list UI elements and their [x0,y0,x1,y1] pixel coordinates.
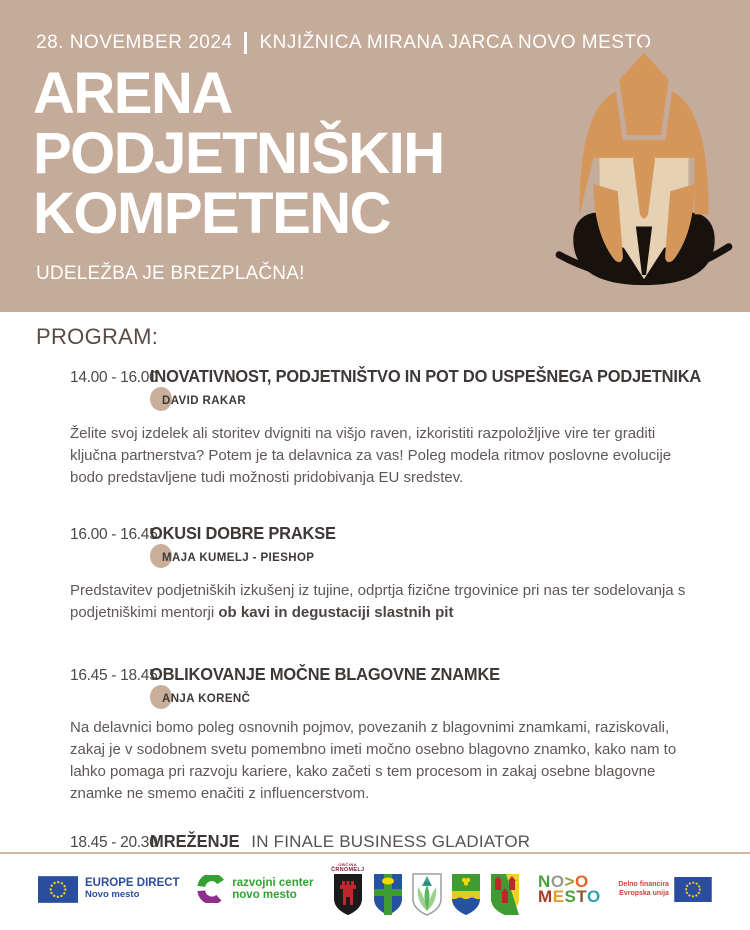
free-admission-note: UDELEŽBA JE BREZPLAČNA! [36,263,305,284]
nm-letter: E [552,887,565,906]
program-item-1 [36,366,714,387]
item-1-title: INOVATIVNOST, PODJETNIŠTVO IN POT DO USPEŠNEGA PODJETNIKA [150,366,702,386]
eu-cofunding-line2: Evropska unija [619,890,669,897]
novo-mesto-logo-line2 [538,889,601,904]
nm-letter: O [574,872,589,891]
coat-of-arms-straza [490,873,520,916]
item-2-description-bold: ob kavi in degustaciji slastnih pit [218,604,454,621]
program-section [0,312,750,852]
eu-flag-icon [674,877,712,902]
municipal-coats-of-arms [331,862,520,916]
program-heading: PROGRAM: [36,324,159,349]
coat-of-arms-sentjernej [451,873,481,916]
nm-letter: O [586,887,601,906]
coat-of-arms-mirna-pec [412,873,442,916]
item-1-description: Želite svoj izdelek ali storitev dvigniti na višjo raven, izkoristiti razpoložljive vire ter graditi ključna partnerstva? Potem je ta delavnica za vas! Poleg modela ritmov poslovne evolucije bodo predstavljene tudi možnosti pridobivanja EU sredstev. [70,425,672,486]
speaker-name: DAVID RAKAR [162,395,247,407]
crnomelj-label-2: ČRNOMELJ [331,867,365,873]
razvojni-center-text [232,877,313,901]
item-2-description [70,580,694,624]
coat-of-arms-crnomelj [331,862,364,916]
title-line-2: PODJETNIŠKIH [33,121,444,186]
title-line-1: ARENA [33,61,232,126]
event-venue: KNJIŽNICA MIRANA JARCA NOVO MESTO [259,32,652,53]
item-2-time: 16.00 - 16.45 [70,526,158,543]
nm-letter: M [538,887,553,906]
page-title [33,61,444,246]
item-3-title: OBLIKOVANJE MOČNE BLAGOVNE ZNAMKE [150,664,500,684]
eu-cofunding-line1: Delno financira [618,881,669,888]
item-2-speaker [150,548,714,568]
event-date: 28. NOVEMBER 2024 [36,32,233,53]
nm-letter: S [564,887,577,906]
europe-direct-line2: Novo mesto [85,889,140,900]
item-1-speaker [150,391,714,411]
spartan-helmet-icon [543,44,745,298]
nm-letter: > [564,872,575,891]
eu-cofunding-logo [618,877,712,902]
europe-direct-logo [38,876,180,903]
nm-letter: T [576,887,587,906]
crnomelj-label-1: OBČINA [338,862,358,867]
crnomelj-shield-icon [333,873,363,916]
razvojni-center-line1: razvojni center [232,877,314,889]
spartan-helmet-graphic [543,44,745,298]
item-4-title-bold: MREŽENJE [150,831,240,851]
item-4-time: 18.45 - 20.30 [70,834,158,851]
title-line-3: KOMPETENC [33,181,391,246]
separator-bar [244,32,247,54]
item-1-time: 14.00 - 16.00 [70,369,158,386]
header-banner [0,0,750,312]
item-2-title: OKUSI DOBRE PRAKSE [150,523,336,543]
nm-letter: O [550,872,565,891]
speaker-name: ANJA KORENČ [162,693,251,705]
razvojni-center-line2: novo mesto [232,889,297,901]
eu-flag-icon [38,876,78,903]
razvojni-center-logo [197,875,313,903]
item-3-time: 16.45 - 18.45 [70,667,158,684]
speaker-name: MAJA KUMELJ - PIESHOP [162,552,315,564]
item-3-description: Na delavnici bomo poleg osnovnih pojmov, povezanih z blagovnimi znamkami, raziskovali, zakaj je v sodobnem svetu pomembno imeti močno osebno blagovno znamko, kako nam to lahko pomaga pri razvoju kariere, kako začeti s tem procesom in zakaj osebne blagovne znamke ne smemo enačiti z influencerstvom. [70,719,677,802]
coat-of-arms-semic [373,873,403,916]
razvojni-center-c-icon [197,875,225,903]
program-item-2 [36,523,714,544]
item-4-title-rest: IN FINALE BUSINESS GLADIATOR [251,832,531,851]
program-item-3 [36,664,714,685]
eu-cofunding-text [618,880,669,898]
partner-logos-footer [0,852,750,930]
item-3-speaker [150,689,714,709]
program-item-4 [36,831,714,852]
europe-direct-line1: EUROPE DIRECT [85,877,180,889]
nm-letter: N [538,872,551,891]
europe-direct-text [85,877,180,901]
item-2-description-text: Predstavitev podjetniških izkušenj iz tujine, odprtja fizične trgovinice pri nas ter sodelovanja s podjetniškimi mentorji [70,582,686,621]
